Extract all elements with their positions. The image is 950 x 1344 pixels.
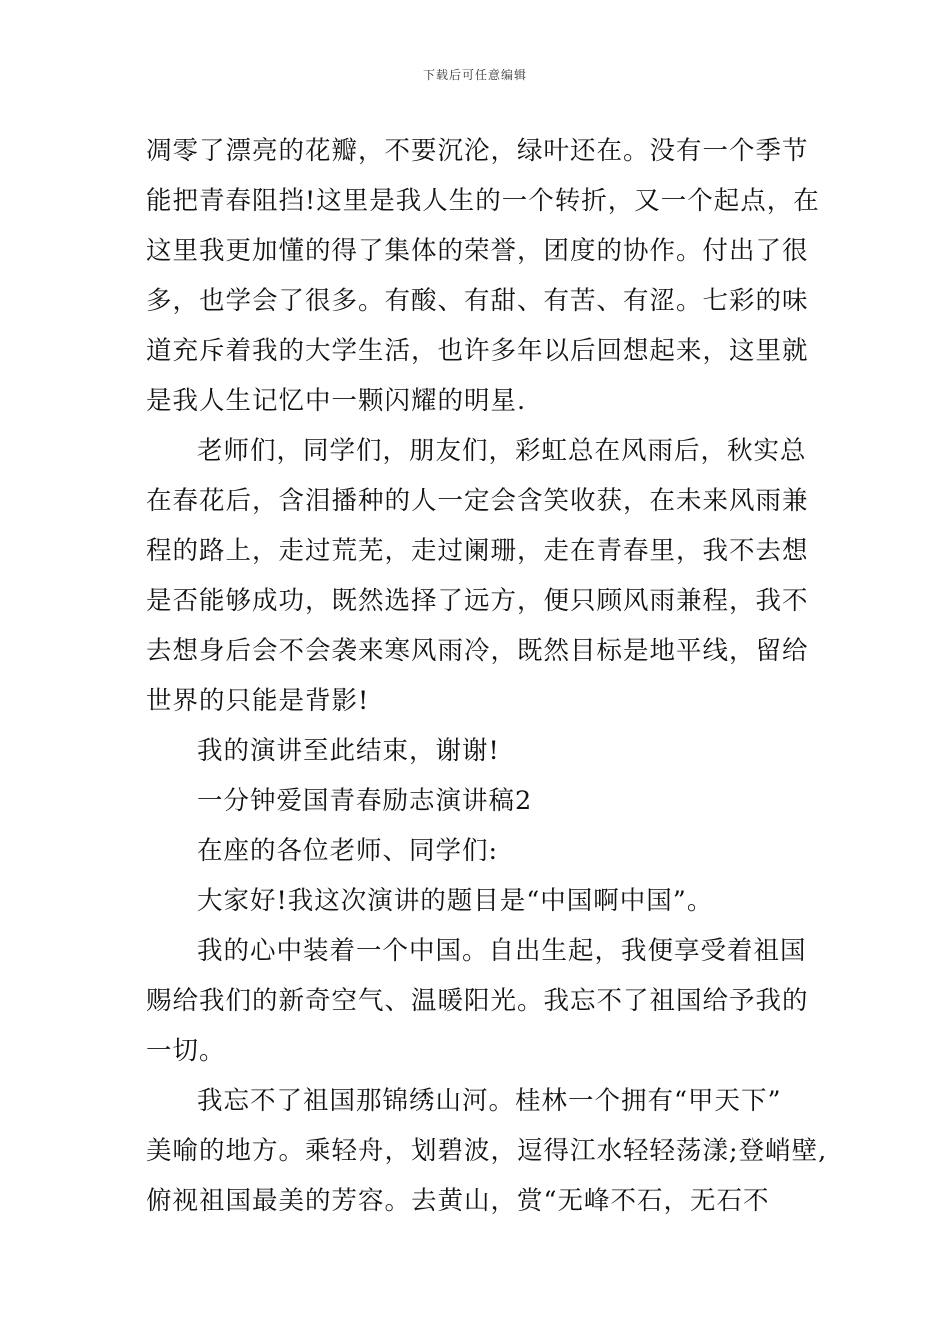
text-line: 是否能够成功，既然选择了远方，便只顾风雨兼程，我不	[146, 586, 809, 616]
text-line: 这里我更加懂的得了集体的荣誉，团度的协作。付出了很	[146, 236, 809, 266]
text-line: 美喻的地方。乘轻舟，划碧波，逗得江水轻轻荡漾;登峭壁,	[146, 1136, 828, 1166]
paragraph	[146, 776, 826, 826]
text-line: 在座的各位老师、同学们:	[197, 836, 499, 866]
document-body	[146, 126, 826, 1226]
paragraph	[146, 926, 826, 1076]
text-line: 一切。	[146, 1036, 226, 1066]
text-line: 我忘不了祖国那锦绣山河。桂林一个拥有“甲天下”	[197, 1086, 782, 1116]
paragraph	[146, 426, 826, 726]
text-line: 去想身后会不会袭来寒风雨冷，既然目标是地平线，留给	[146, 636, 809, 666]
text-line: 道充斥着我的大学生活，也许多年以后回想起来，这里就	[146, 336, 809, 366]
paragraph	[146, 726, 826, 776]
page-header: 下载后可任意编辑	[422, 68, 527, 82]
text-line: 我的心中装着一个中国。自出生起，我便享受着祖国	[197, 936, 807, 966]
text-line: 世界的只能是背影!	[146, 686, 370, 716]
paragraph	[146, 876, 826, 926]
paragraph	[146, 1076, 826, 1226]
paragraph	[146, 826, 826, 876]
text-line: 一分钟爱国青春励志演讲稿2	[197, 786, 533, 816]
text-line: 多，也学会了很多。有酸、有甜、有苦、有涩。七彩的味	[146, 286, 809, 316]
text-line: 是我人生记忆中一颗闪耀的明星.	[146, 386, 527, 416]
text-line: 能把青春阻挡!这里是我人生的一个转折，又一个起点，在	[146, 186, 820, 216]
text-line: 俯视祖国最美的芳容。去黄山，赏“无峰不石，无石不	[146, 1186, 770, 1216]
text-line: 大家好!我这次演讲的题目是“中国啊中国”。	[197, 886, 714, 916]
text-line: 程的路上，走过荒芜，走过阑珊，走在青春里，我不去想	[146, 536, 809, 566]
text-line: 我的演讲至此结束，谢谢!	[197, 736, 500, 766]
text-line: 凋零了漂亮的花瓣，不要沉沦，绿叶还在。没有一个季节	[146, 136, 809, 166]
text-line: 在春花后，含泪播种的人一定会含笑收获，在未来风雨兼	[146, 486, 809, 516]
paragraph	[146, 126, 826, 426]
text-line: 赐给我们的新奇空气、温暖阳光。我忘不了祖国给予我的	[146, 986, 809, 1016]
text-line: 老师们，同学们，朋友们，彩虹总在风雨后，秋实总	[197, 436, 807, 466]
